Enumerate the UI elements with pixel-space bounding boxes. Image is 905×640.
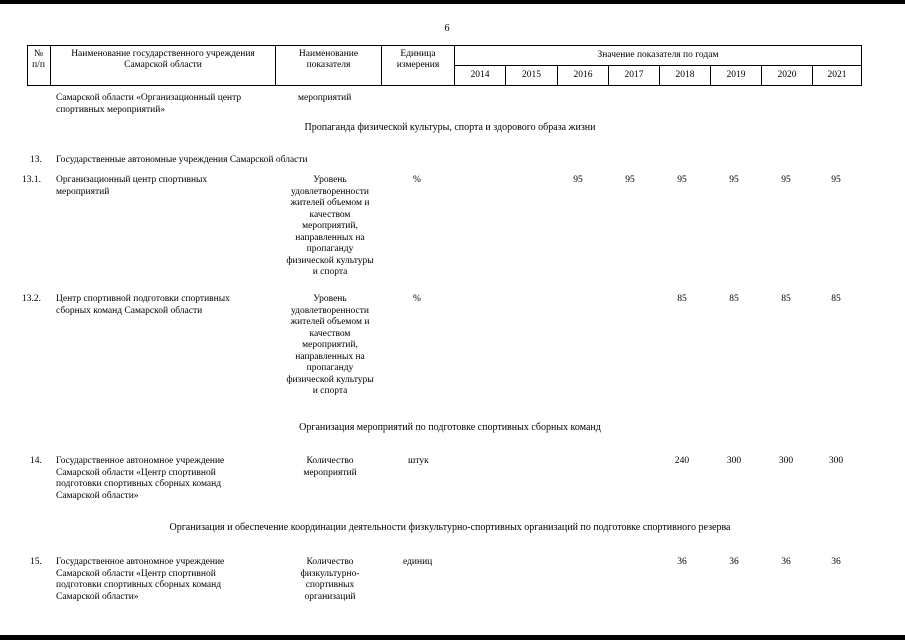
- header-indicator: Наименование показателя: [298, 49, 359, 70]
- row-unit: единиц: [403, 557, 433, 567]
- row-value: 300: [778, 456, 794, 466]
- page-bottom-border: [0, 635, 905, 640]
- row-indicator: Количество мероприятий: [303, 456, 357, 478]
- table-header: [27, 45, 862, 86]
- header-year: 2014: [470, 70, 490, 80]
- header-year: 2018: [675, 70, 695, 80]
- header-unit: Единица измерения: [396, 49, 440, 70]
- page-top-border: [0, 0, 905, 4]
- row-value: 95: [831, 175, 841, 185]
- continued-indicator: мероприятий: [298, 93, 352, 103]
- row-institution: Организационный центр спортивных мероприятий: [56, 175, 208, 197]
- header-year: 2017: [624, 70, 644, 80]
- header-year: 2016: [573, 70, 593, 80]
- group-num: 13.: [30, 155, 42, 165]
- row-value: 95: [677, 175, 687, 185]
- row-indicator: Количество физкультурно- спортивных организаций: [300, 557, 360, 602]
- row-indicator: Уровень удовлетворенности жителей объемом и качеством мероприятий, направленных на пропаганду физической культуры и спорта: [286, 294, 374, 396]
- row-institution: Центр спортивной подготовки спортивных сборных команд Самарской области: [56, 294, 230, 316]
- row-unit: %: [413, 294, 421, 304]
- header-num: № п/п: [32, 49, 45, 70]
- row-value: 240: [674, 456, 690, 466]
- row-value: 36: [781, 557, 791, 567]
- row-value: 36: [831, 557, 841, 567]
- row-value: 95: [729, 175, 739, 185]
- row-value: 300: [828, 456, 844, 466]
- section-title: Организация и обеспечение координации деятельности физкультурно-спортивных организаций по подготовке спортивного резерва: [169, 522, 731, 533]
- header-year: 2021: [827, 70, 847, 80]
- header-year: 2020: [777, 70, 797, 80]
- row-num: 15.: [30, 557, 42, 567]
- header-year: 2019: [726, 70, 746, 80]
- continued-institution: Самарской области «Организационный центр спортивных мероприятий»: [56, 93, 242, 115]
- row-value: 85: [729, 294, 739, 304]
- row-value: 85: [831, 294, 841, 304]
- row-value: 36: [677, 557, 687, 567]
- section-title: Организация мероприятий по подготовке спортивных сборных команд: [299, 422, 601, 433]
- row-unit: штук: [408, 456, 429, 466]
- header-years-title: Значение показателя по годам: [597, 50, 719, 60]
- row-value: 95: [625, 175, 635, 185]
- row-institution: Государственное автономное учреждение Самарской области «Центр спортивной подготовки спортивных сборных команд Самарской области»: [56, 456, 225, 501]
- row-unit: %: [413, 175, 421, 185]
- header-year: 2015: [522, 70, 541, 80]
- page-number: 6: [444, 23, 450, 34]
- row-value: 95: [781, 175, 791, 185]
- row-num: 13.2.: [22, 294, 41, 304]
- group-title: Государственные автономные учреждения Самарской области: [56, 155, 308, 165]
- row-institution: Государственное автономное учреждение Самарской области «Центр спортивной подготовки спортивных сборных команд Самарской области»: [56, 557, 225, 602]
- row-value: 85: [781, 294, 791, 304]
- row-value: 85: [677, 294, 687, 304]
- section-title: Пропаганда физической культуры, спорта и здорового образа жизни: [304, 122, 596, 133]
- row-value: 300: [726, 456, 742, 466]
- row-value: 95: [573, 175, 583, 185]
- row-num: 13.1.: [22, 175, 41, 185]
- row-num: 14.: [30, 456, 42, 466]
- row-value: 36: [729, 557, 739, 567]
- row-indicator: Уровень удовлетворенности жителей объемом и качеством мероприятий, направленных на пропаганду физической культуры и спорта: [286, 175, 374, 277]
- header-institution: Наименование государственного учреждения Самарской области: [71, 49, 255, 70]
